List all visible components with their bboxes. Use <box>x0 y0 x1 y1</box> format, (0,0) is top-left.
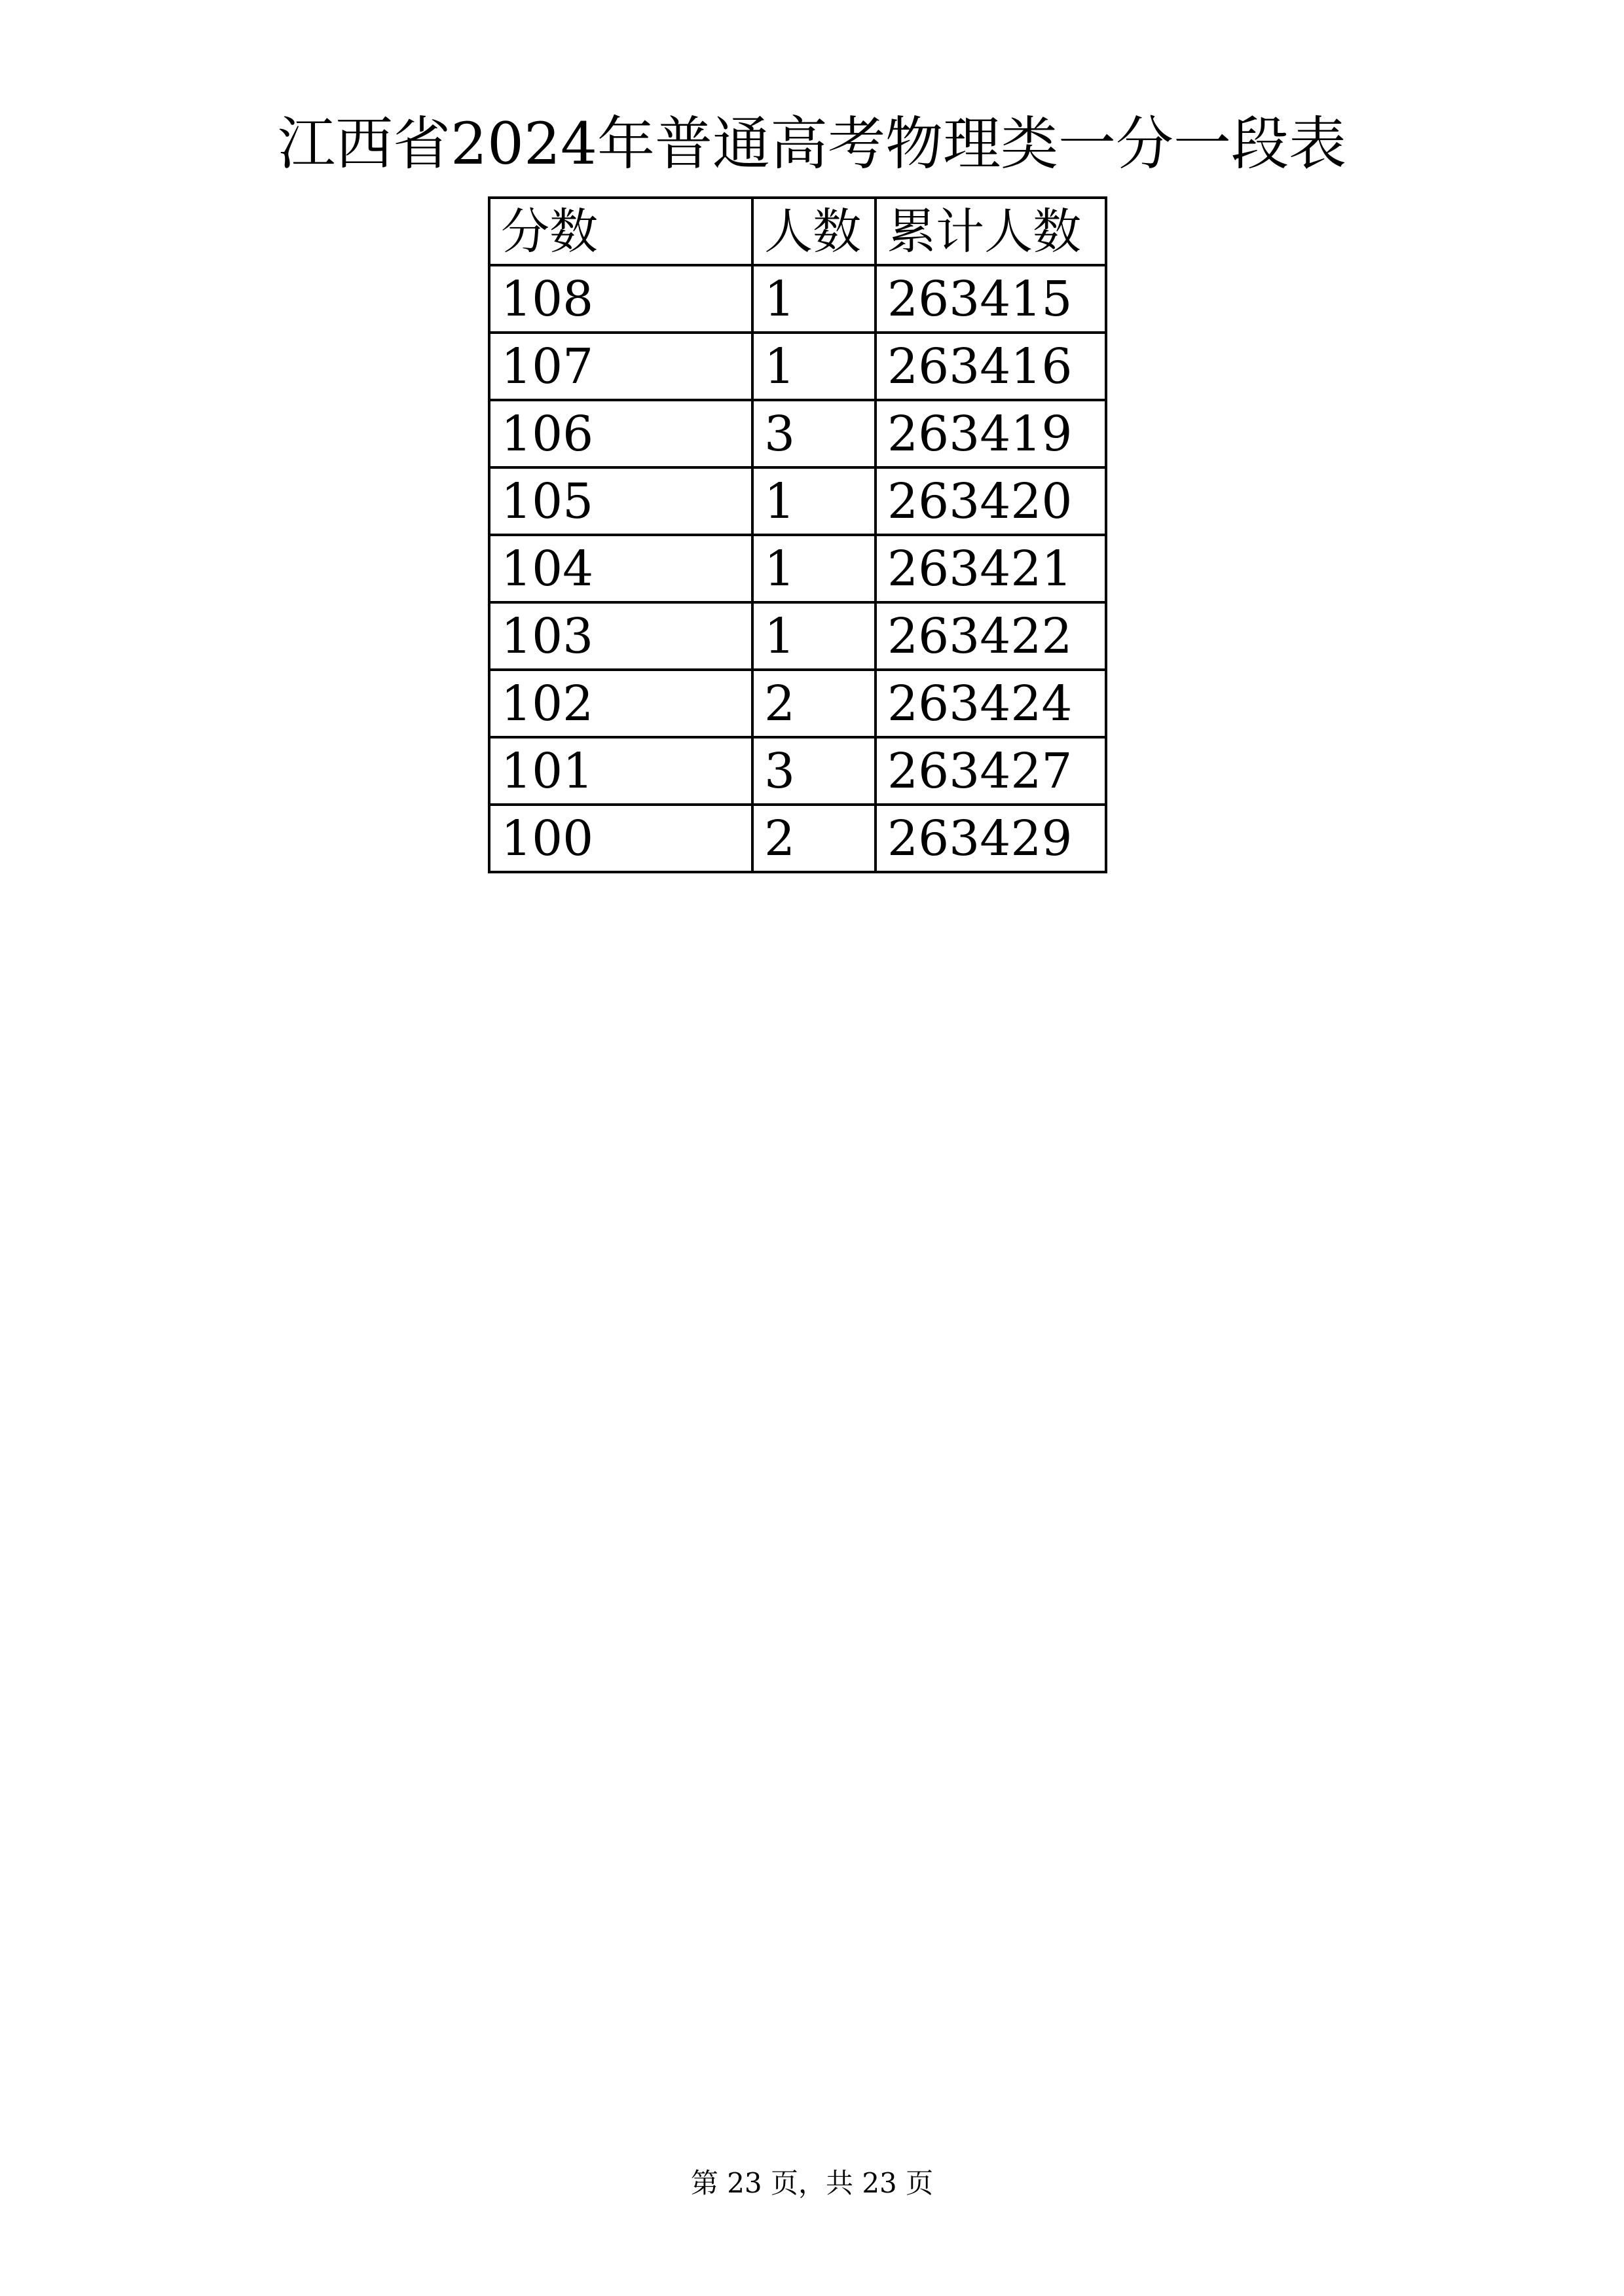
score-cell: 103 <box>489 602 752 670</box>
table-row <box>489 467 1106 535</box>
table-row <box>489 400 1106 467</box>
header-count: 人数 <box>752 198 876 265</box>
score-cell: 108 <box>489 265 752 333</box>
page-footer: 第 23 页，共 23 页 <box>690 2167 934 2199</box>
score-cell: 102 <box>489 670 752 737</box>
table-row <box>489 265 1106 333</box>
count-cell: 1 <box>752 602 876 670</box>
score-cell: 106 <box>489 400 752 467</box>
score-cell: 104 <box>489 535 752 602</box>
page-title: 江西省2024年普通高考物理类一分一段表 <box>278 110 1346 177</box>
cumulative-cell: 263424 <box>876 670 1106 737</box>
count-cell: 3 <box>752 400 876 467</box>
count-cell: 1 <box>752 467 876 535</box>
header-cumulative: 累计人数 <box>876 198 1106 265</box>
table-row <box>489 535 1106 602</box>
table-row <box>489 333 1106 400</box>
count-cell: 3 <box>752 737 876 805</box>
count-cell: 2 <box>752 805 876 872</box>
cumulative-cell: 263416 <box>876 333 1106 400</box>
count-cell: 2 <box>752 670 876 737</box>
table-header-row <box>489 198 1106 265</box>
table-row <box>489 805 1106 872</box>
cumulative-cell: 263415 <box>876 265 1106 333</box>
cumulative-cell: 263427 <box>876 737 1106 805</box>
score-cell: 100 <box>489 805 752 872</box>
table-row <box>489 602 1106 670</box>
score-cell: 101 <box>489 737 752 805</box>
count-cell: 1 <box>752 265 876 333</box>
table-row <box>489 737 1106 805</box>
score-cell: 107 <box>489 333 752 400</box>
cumulative-cell: 263419 <box>876 400 1106 467</box>
count-cell: 1 <box>752 535 876 602</box>
cumulative-cell: 263429 <box>876 805 1106 872</box>
table-row <box>489 670 1106 737</box>
score-distribution-table <box>488 196 1107 873</box>
cumulative-cell: 263422 <box>876 602 1106 670</box>
score-cell: 105 <box>489 467 752 535</box>
header-score: 分数 <box>489 198 752 265</box>
cumulative-cell: 263420 <box>876 467 1106 535</box>
cumulative-cell: 263421 <box>876 535 1106 602</box>
count-cell: 1 <box>752 333 876 400</box>
